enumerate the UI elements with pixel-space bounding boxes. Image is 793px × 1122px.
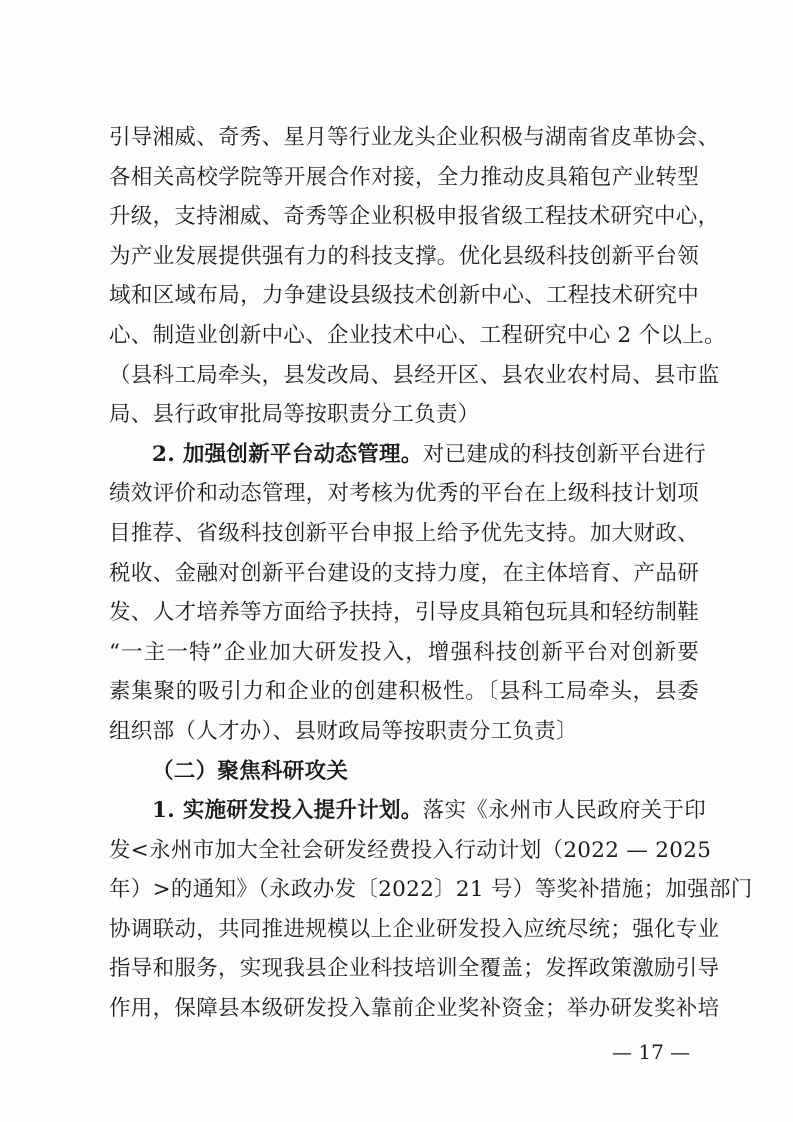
- text-line: 组织部（人才办）、县财政局等按职责分工负责〕: [109, 718, 578, 744]
- paragraph-continuation: [109, 118, 726, 435]
- text-line: 域和区域布局，力争建设县级技术创新中心、工程技术研究中: [109, 283, 699, 309]
- text-line: 作用，保障县本级研发投入靠前企业奖补资金；举办研发奖补培: [109, 996, 720, 1022]
- document-body: [109, 118, 753, 1029]
- section-heading: （二）聚焦科研攻关: [152, 758, 349, 784]
- text-line: “一主一特”企业加大研发投入，增强科技创新平台对创新要: [109, 639, 699, 665]
- text-line: 升级，支持湘威、奇秀等企业积极申报省级工程技术研究中心，: [109, 204, 720, 230]
- text-line: （县科工局牵头，县发改局、县经开区、县农业农村局、县市监: [109, 362, 720, 388]
- page-number: — 17 —: [612, 1040, 691, 1064]
- text-line: 目推荐、省级科技创新平台申报上给予优先支持。加大财政、: [109, 520, 699, 546]
- text-line: [109, 435, 707, 475]
- text-line: 发<永州市加大全社会研发经费投入行动计划（2022 — 2025: [109, 837, 712, 863]
- text-line: 指导和服务，实现我县企业科技培训全覆盖；发挥政策激励引导: [109, 956, 720, 982]
- text-line: 素集聚的吸引力和企业的创建积极性。〔县科工局牵头，县委: [109, 679, 699, 705]
- text-line: 年）>的通知》（永政办发〔2022〕21 号）等奖补措施；加强部门: [109, 877, 753, 903]
- text-line: 发、人才培养等方面给予扶持，引导皮具箱包玩具和轻纺制鞋: [109, 600, 699, 626]
- text-line: 各相关高校学院等开展合作对接，全力推动皮具箱包产业转型: [109, 164, 699, 190]
- paragraph-platform-management: [109, 435, 707, 752]
- paragraph-rd-investment: [109, 791, 753, 1029]
- item-heading: 1. 实施研发投入提升计划。: [152, 798, 423, 824]
- text-line: 税收、金融对创新平台建设的支持力度，在主体培育、产品研: [109, 560, 699, 586]
- text-line: 心、制造业创新中心、企业技术中心、工程研究中心 2 个以上。: [109, 322, 726, 348]
- text-line: 绩效评价和动态管理，对考核为优秀的平台在上级科技计划项: [109, 481, 699, 507]
- text-line: 协调联动，共同推进规模以上企业研发投入应统尽统；强化专业: [109, 916, 720, 942]
- item-text: 落实《永州市人民政府关于印: [422, 798, 707, 824]
- text-line: 局、县行政审批局等按职责分工负责）: [109, 402, 480, 428]
- text-line: [109, 791, 707, 831]
- text-line: 为产业发展提供强有力的科技支撑。优化县级科技创新平台领: [109, 243, 699, 269]
- item-heading: 2. 加强创新平台动态管理。: [152, 441, 423, 467]
- text-line: 引导湘威、奇秀、星月等行业龙头企业积极与湖南省皮革协会、: [109, 125, 720, 150]
- item-text: 对已建成的科技创新平台进行: [422, 441, 707, 467]
